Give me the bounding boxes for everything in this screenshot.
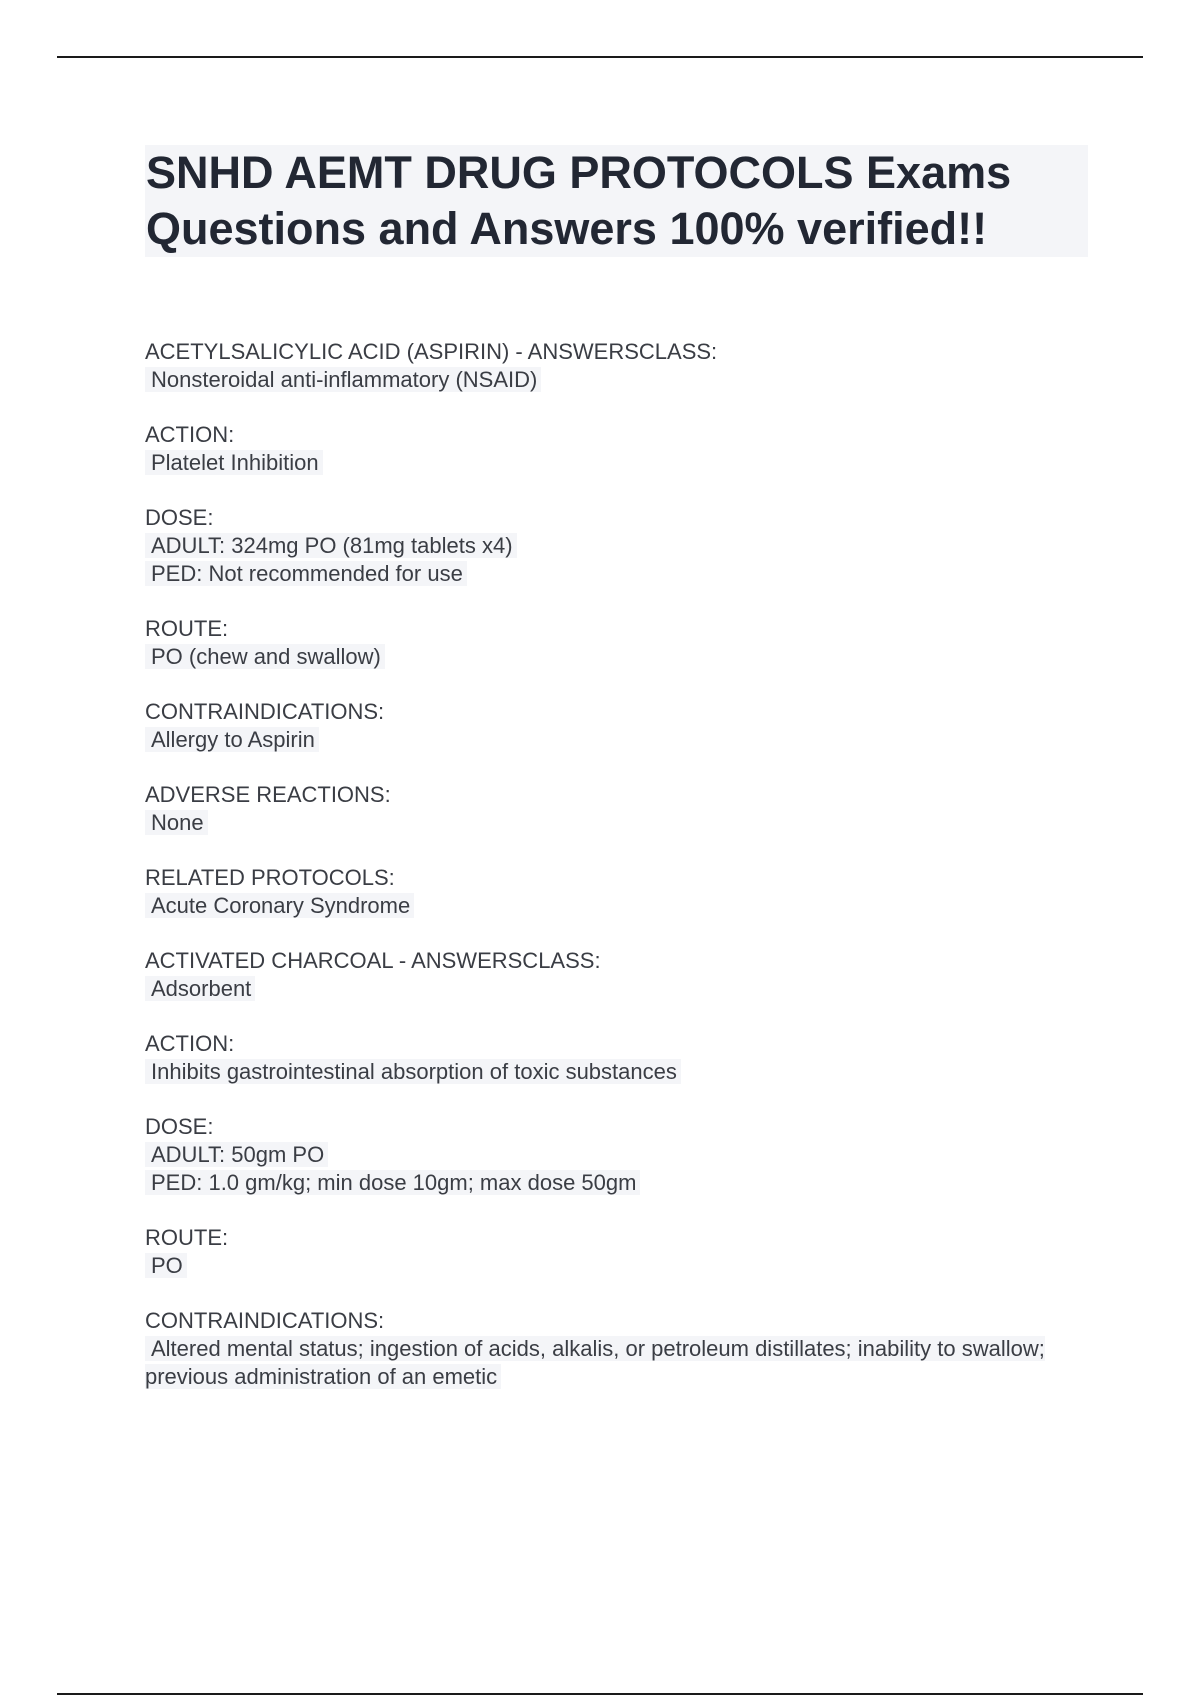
qa-entry-aspirin-class [145,338,1105,394]
question-label: ACTION: [145,1031,235,1056]
question-label: RELATED PROTOCOLS: [145,865,395,890]
answer-text: ADULT: 50gm PO [145,1142,328,1167]
top-rule [57,56,1143,58]
qa-entry-charcoal-action [145,1030,1105,1086]
answer-text: Platelet Inhibition [145,450,323,475]
qa-entry-aspirin-contraindications [145,698,1105,754]
qa-entry-aspirin-dose [145,504,1105,588]
question-label: ADVERSE REACTIONS: [145,782,391,807]
qa-entry-charcoal-route [145,1224,1105,1280]
answer-text: ADULT: 324mg PO (81mg tablets x4) [145,533,517,558]
answer-text: Inhibits gastrointestinal absorption of toxic substances [145,1059,681,1084]
question-label: ACTIVATED CHARCOAL - ANSWERSCLASS: [145,948,601,973]
qa-entry-charcoal-class [145,947,1105,1003]
question-label: ROUTE: [145,1225,229,1250]
answer-text: PO [145,1253,187,1278]
qa-entry-aspirin-route [145,615,1105,671]
answer-text: Nonsteroidal anti-inflammatory (NSAID) [145,367,541,392]
qa-entry-aspirin-adverse-reactions [145,781,1105,837]
question-label: CONTRAINDICATIONS: [145,1308,385,1333]
question-label: DOSE: [145,1114,214,1139]
title-block [145,145,1088,257]
bottom-rule [57,1693,1143,1695]
question-label: ROUTE: [145,616,229,641]
qa-entry-charcoal-dose [145,1113,1105,1197]
answer-text: PED: Not recommended for use [145,561,467,586]
question-label: DOSE: [145,505,214,530]
answer-text: Acute Coronary Syndrome [145,893,414,918]
document-title [145,145,1088,257]
title-line-2: Questions and Answers 100% verified!! [146,203,988,254]
title-line-1: SNHD AEMT DRUG PROTOCOLS Exams [146,147,1012,198]
qa-content [145,338,1105,1391]
answer-text: Altered mental status; ingestion of acids, alkalis, or petroleum distillates; inability to swallow; previous administration of an emetic [145,1336,1045,1389]
answer-text: PED: 1.0 gm/kg; min dose 10gm; max dose 50gm [145,1170,640,1195]
qa-entry-charcoal-contraindications [145,1307,1105,1391]
answer-text: Allergy to Aspirin [145,727,319,752]
question-label: ACTION: [145,422,235,447]
qa-entry-aspirin-action [145,421,1105,477]
answer-text: Adsorbent [145,976,255,1001]
question-label: CONTRAINDICATIONS: [145,699,385,724]
answer-text: PO (chew and swallow) [145,644,385,669]
answer-text: None [145,810,208,835]
qa-entry-aspirin-related-protocols [145,864,1105,920]
question-label: ACETYLSALICYLIC ACID (ASPIRIN) - ANSWERSCLASS: [145,339,718,364]
